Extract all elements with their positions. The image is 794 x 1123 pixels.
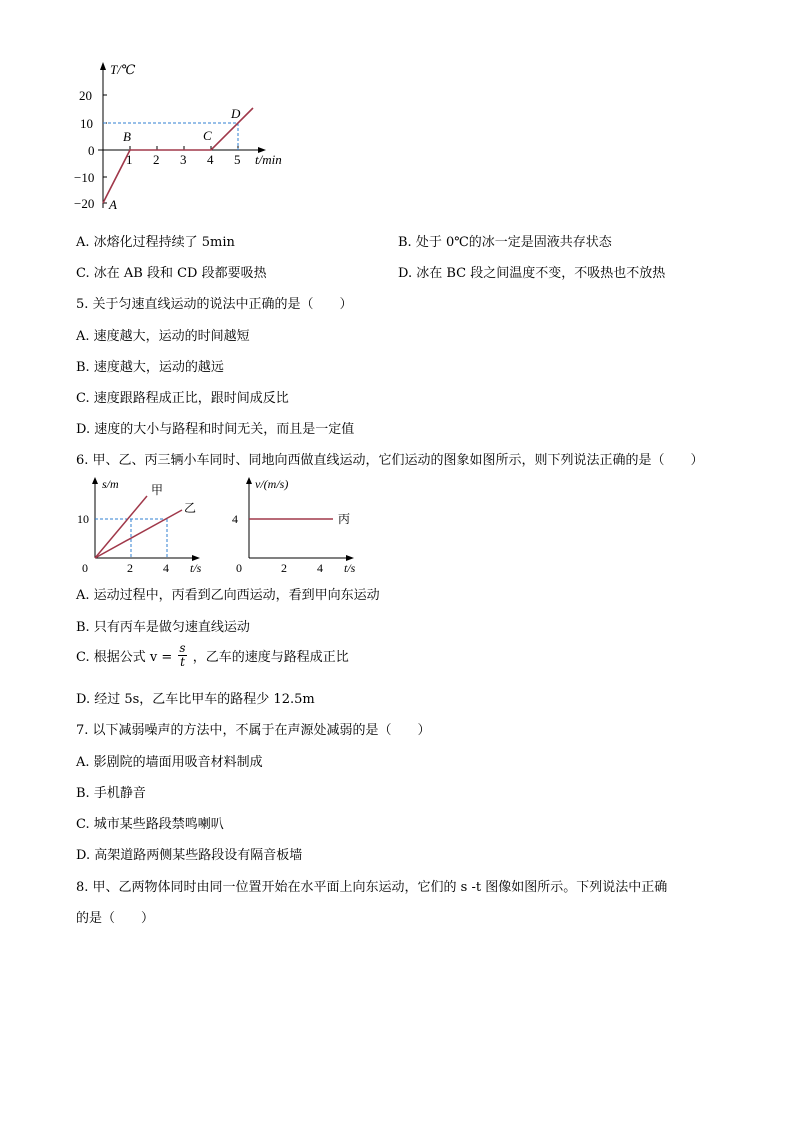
q7-option-b: B. 手机静音: [76, 786, 146, 801]
q6-option-b: B. 只有丙车是做匀速直线运动: [76, 620, 250, 635]
q4-option-b: B. 处于 0℃的冰一定是固液共存状态: [398, 235, 612, 250]
s-axis-label: s/m: [102, 477, 119, 491]
q5-stem: 5. 关于匀速直线运动的说法中正确的是（ ）: [76, 297, 353, 312]
q8-stem-line-1: 8. 甲、乙两物体同时由同一位置开始在水平面上向东运动，它们的 s -t 图像如图所示。下列说法中正确: [76, 880, 668, 895]
origin-label-right: 0: [236, 561, 242, 575]
point-label-c: C: [203, 128, 212, 143]
formula-numerator: s: [179, 641, 186, 655]
q6-option-a: A. 运动过程中，丙看到乙向西运动，看到甲向东运动: [76, 588, 380, 603]
figure-s-t-graph: [72, 474, 212, 576]
q7-option-c: C. 城市某些路段禁鸣喇叭: [76, 817, 224, 832]
t-tick-4: 4: [163, 561, 169, 575]
s-tick-10: 10: [77, 512, 89, 526]
y-axis-label: T/℃: [110, 62, 136, 77]
q7-stem: 7. 以下减弱噪声的方法中，不属于在声源处减弱的是（ ）: [76, 723, 431, 738]
q5-option-b: B. 速度越大，运动的越远: [76, 360, 224, 375]
y-tick-neg20: −20: [74, 196, 95, 211]
q6-option-d: D. 经过 5s，乙车比甲车的路程少 12.5m: [76, 692, 315, 707]
q4-option-a: A. 冰熔化过程持续了 5min: [76, 235, 235, 250]
point-label-a: A: [109, 197, 117, 212]
q6-option-c-prefix: C. 根据公式 v =: [76, 650, 173, 665]
t-tick-4-right: 4: [317, 561, 323, 575]
x-tick-4: 4: [207, 152, 214, 167]
x-tick-5: 5: [234, 152, 241, 167]
v-axis-label: v/(m/s): [255, 477, 289, 491]
q5-option-a: A. 速度越大，运动的时间越短: [76, 329, 250, 344]
q5-option-d: D. 速度的大小与路程和时间无关，而且是一定值: [76, 422, 355, 437]
t-tick-2-right: 2: [281, 561, 287, 575]
figure-ice-melting-graph: [72, 58, 302, 218]
y-tick-neg10: −10: [74, 170, 95, 185]
q6-option-c: [76, 642, 349, 669]
q7-option-a: A. 影剧院的墙面用吸音材料制成: [76, 755, 263, 770]
y-axis-arrow: [100, 62, 106, 70]
q6-stem: 6. 甲、乙、丙三辆小车同时、同地向西做直线运动，它们运动的图象如图所示，则下列说法正确的是（ ）: [76, 453, 704, 468]
x-tick-3: 3: [180, 152, 187, 167]
series-yi-label: 乙: [184, 501, 197, 515]
figure-v-t-graph: [226, 474, 366, 576]
y-tick-0: 0: [88, 143, 95, 158]
formula-denominator: t: [180, 655, 185, 669]
y-tick-20: 20: [79, 88, 92, 103]
q6-option-c-suffix: ，乙车的速度与路程成正比: [192, 650, 349, 665]
q4-option-d: D. 冰在 BC 段之间温度不变，不吸热也不放热: [398, 266, 666, 281]
y-tick-10: 10: [80, 116, 93, 131]
t-axis-label-right: t/s: [344, 561, 356, 575]
q4-option-c: C. 冰在 AB 段和 CD 段都要吸热: [76, 266, 267, 281]
t-tick-2: 2: [127, 561, 133, 575]
series-jia-label: 甲: [151, 483, 164, 497]
q5-option-c: C. 速度跟路程成正比，跟时间成反比: [76, 391, 289, 406]
origin-label: 0: [82, 561, 88, 575]
series-bing-label: 丙: [338, 512, 351, 526]
q7-option-d: D. 高架道路两侧某些路段设有隔音板墙: [76, 848, 303, 863]
point-label-d: D: [231, 106, 241, 121]
series-jia-line: [95, 496, 147, 558]
x-axis-label: t/min: [255, 152, 282, 167]
x-tick-2: 2: [153, 152, 160, 167]
formula-fraction: [178, 642, 186, 669]
point-label-b: B: [123, 129, 131, 144]
t-axis-label: t/s: [190, 561, 202, 575]
series-yi-line: [95, 510, 182, 558]
x-ticks: [126, 146, 241, 167]
v-tick-4: 4: [232, 512, 238, 526]
q8-stem-line-2: 的是（ ）: [76, 911, 155, 926]
x-tick-1: 1: [126, 152, 133, 167]
